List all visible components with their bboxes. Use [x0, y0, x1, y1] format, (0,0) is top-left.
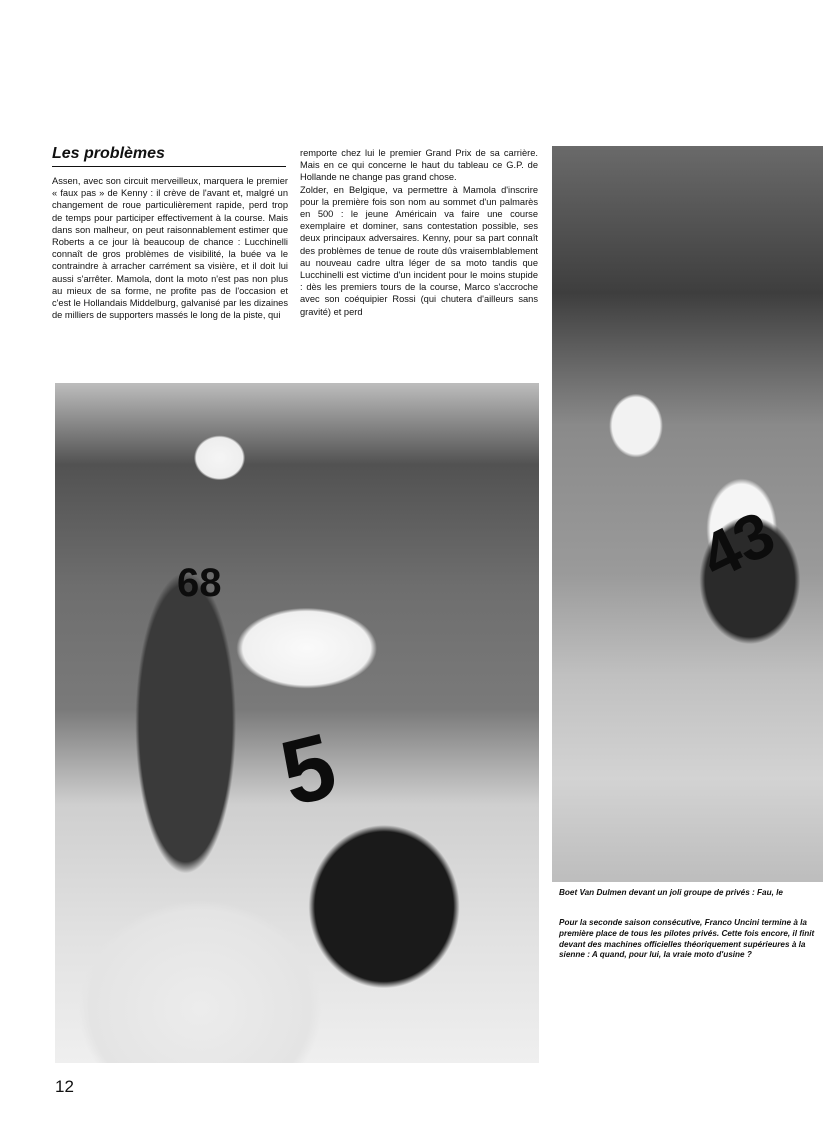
race-number-back: 68 — [177, 561, 222, 605]
photo-van-dulmen-racing — [552, 146, 823, 882]
race-number-front: 5 — [271, 714, 346, 826]
article-column-2-paragraph-2: Zolder, en Belgique, va permettre à Mamola d'inscrire pour la première fois son nom au sommet d'un palmarès en 500 : le jeune Américain va faire une course exemplaire et dominer, sans contestation possible, ses deux principaux adversaires. Kenny, pour sa part connaît des problèmes de tenue de route dûs vraisemblablement au nouveau cadre ultra léger de sa moto tandis que Lucchinelli est victime d'un incident pour le moins stupide : dès les premiers tours de la course, Marco s'accroche avec son coéquipier Rossi (qui chutera d'ailleurs sans gravité) et perd — [300, 184, 538, 317]
article-column-1: Assen, avec son circuit merveilleux, marquera le premier « faux pas » de Kenny : il crève de l'avant et, malgré un changement de roue particulièrement rapide, perd trop de temps pour participer effectivement à la course. Mais dans son malheur, on peut raisonnablement estimer que Roberts a ce jour là beaucoup de chance : Lucchinelli connaît de gros problèmes de visibilité, la buée va le contraindre à arracher carrément sa visière, et il doit lui aussi s'arrêter. Mamola, dont la moto n'est pas non plus au mieux de sa forme, ne profite pas de l'occasion et c'est le Hollandais Middelburg, galvanisé par les dizaines de milliers de supporters massés le long de la piste, qui — [52, 176, 288, 321]
caption-right-photo: Boet Van Dulmen devant un joli groupe de privés : Fau, le — [559, 888, 783, 897]
article-column-2 — [300, 147, 538, 318]
article-column-2-paragraph-1: remporte chez lui le premier Grand Prix de sa carrière. Mais en ce qui concerne le haut du tableau ce G.P. de Hollande ne change pas grand chose. — [300, 148, 538, 183]
photo-uncini-racing — [55, 383, 539, 1063]
race-number: 43 — [689, 497, 786, 593]
page-number: 12 — [55, 1077, 74, 1096]
caption-left-photo: Pour la seconde saison consécutive, Franco Uncini termine à la première place de tous les pilotes privés. Cette fois encore, il finit devant des machines officielles théoriquement supérieures à la sienne : A quand, pour lui, la vraie moto d'usine ? — [559, 918, 815, 960]
section-heading: Les problèmes — [52, 144, 286, 167]
